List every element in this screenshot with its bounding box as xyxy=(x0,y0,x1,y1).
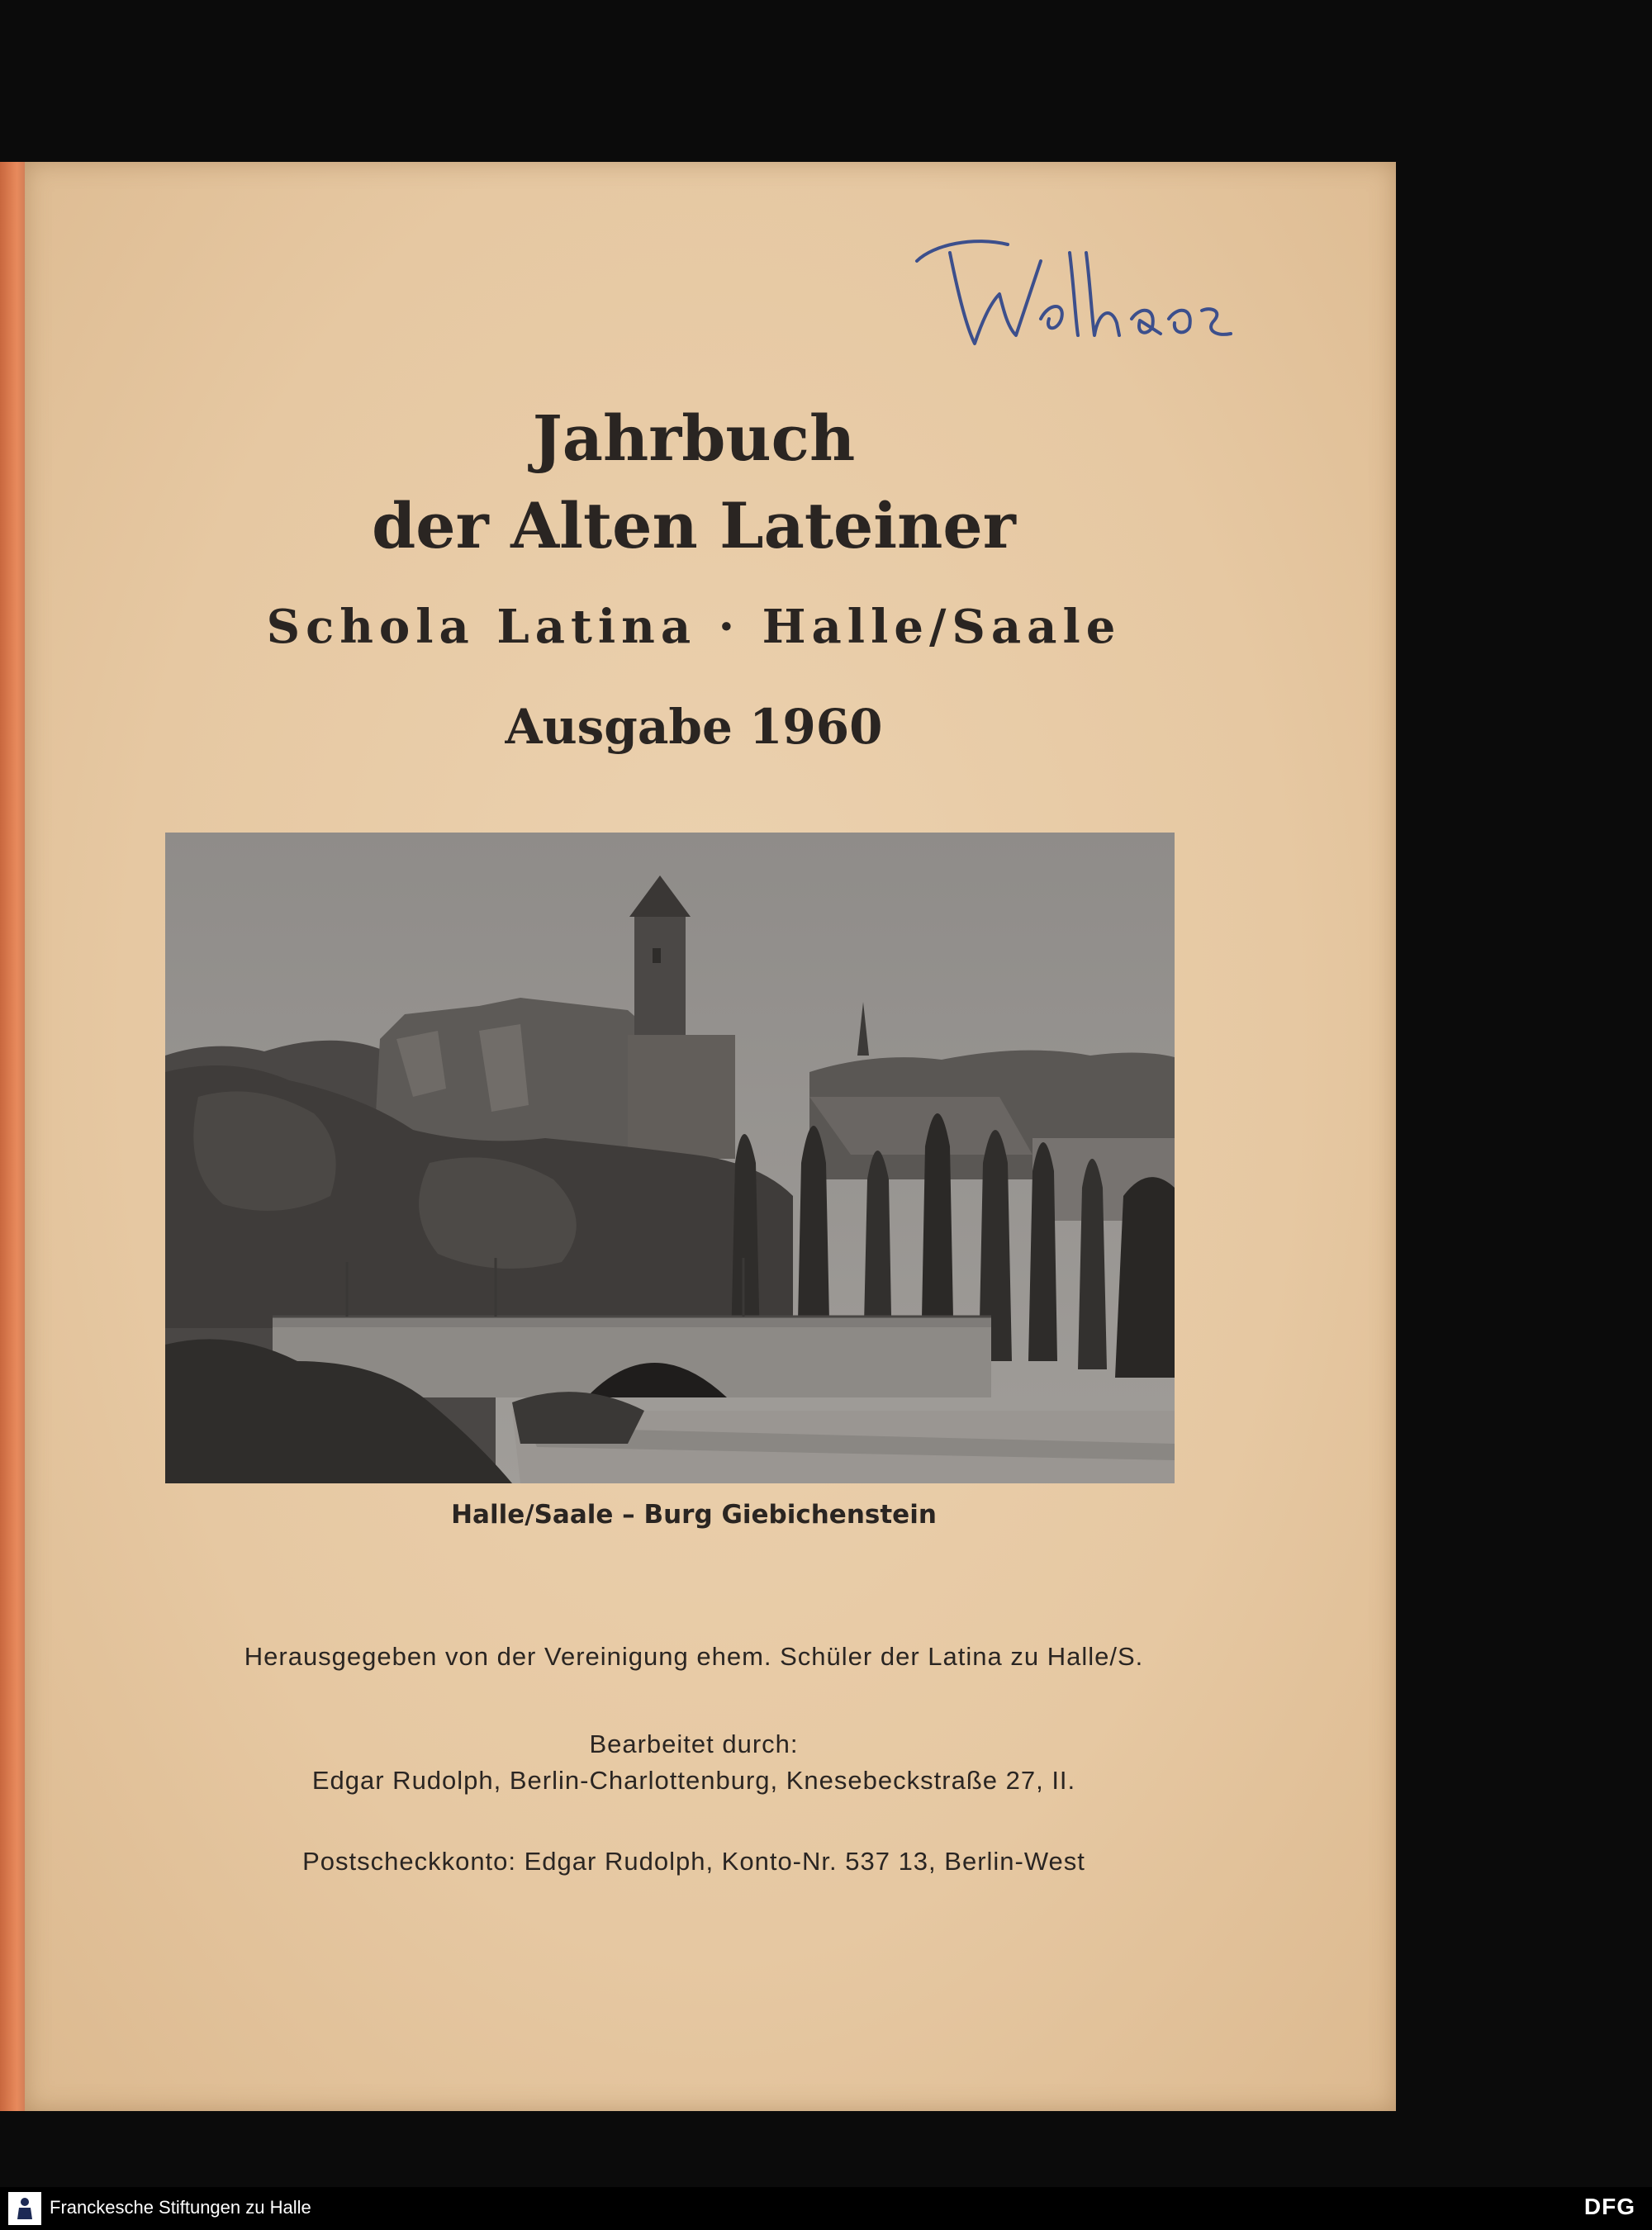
publisher-line: Herausgegeben von der Vereinigung ehem. Schüler der Latina zu Halle/S. xyxy=(244,1642,1144,1671)
photo-caption: Halle/Saale – Burg Giebichenstein xyxy=(451,1500,937,1530)
book-spine xyxy=(0,162,28,2111)
postal-account: Postscheckkonto: Edgar Rudolph, Konto-Nr. 537 13, Berlin-West xyxy=(302,1847,1085,1876)
edition: Ausgabe 1960 xyxy=(505,699,883,755)
editor-label: Bearbeitet durch: xyxy=(589,1729,799,1758)
viewer-footer xyxy=(0,2187,1652,2230)
handwritten-signature xyxy=(900,228,1247,360)
subtitle: Schola Latina · Halle/Saale xyxy=(266,600,1122,654)
title-line-1: Jahrbuch xyxy=(532,401,856,475)
book-page xyxy=(25,162,1396,2111)
editor-address: Edgar Rudolph, Berlin-Charlottenburg, Knesebeckstraße 27, II. xyxy=(311,1766,1076,1795)
institution-name[interactable]: Franckesche Stiftungen zu Halle xyxy=(50,2197,311,2218)
title-line-2: der Alten Lateiner xyxy=(372,489,1016,562)
dfg-logo-icon: DFG xyxy=(1583,2194,1635,2219)
castle-photo xyxy=(165,833,1175,1483)
institution-logo-icon[interactable] xyxy=(8,2192,41,2225)
